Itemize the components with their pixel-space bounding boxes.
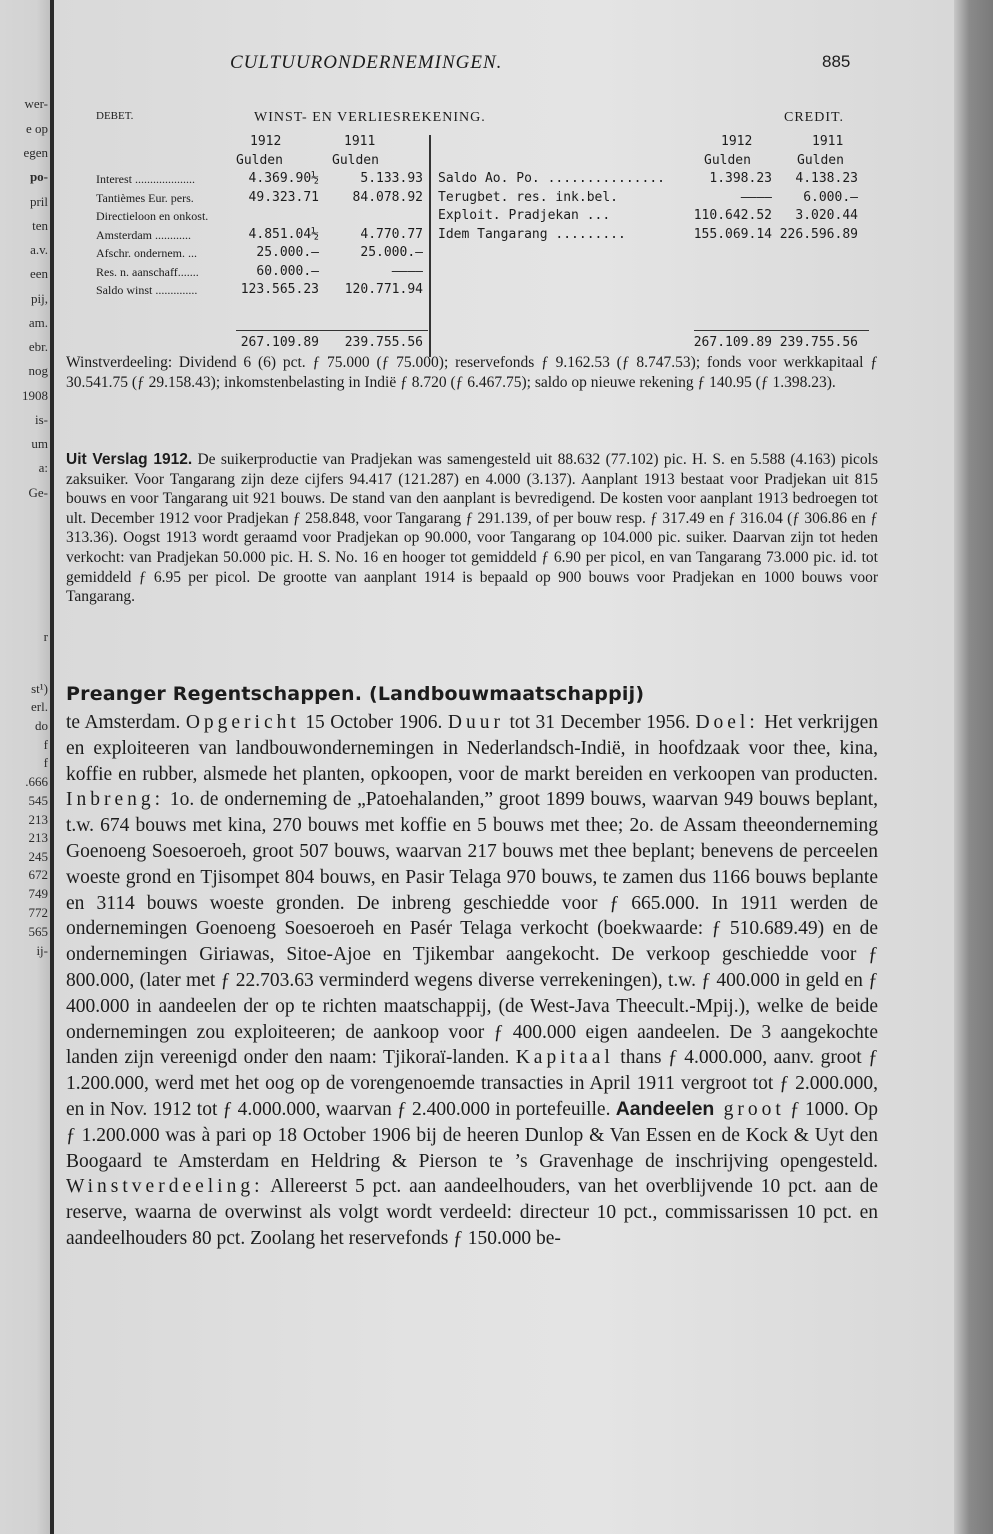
credit-year-1912: 1912 — [721, 134, 753, 149]
debit-totals-row — [54, 334, 429, 352]
facing-page-fragment: .666 — [25, 774, 48, 789]
facing-page-fragment: r — [43, 629, 48, 644]
debit-row-1912: 4.369.90½ — [248, 171, 319, 186]
debit-row-1912: 4.851.04½ — [248, 226, 319, 242]
doel-text: Het verkrijgen en exploiteeren van landbouwondernemingen in Nederlandsch-Indië, in hoofdzaak voor thee, kina, koffie en rubber, alsmede het planten, opkoopen, voor de markt bereiden en verkoopen van producten. — [66, 712, 879, 785]
debit-row-1911: 25.000.— — [360, 245, 423, 260]
facing-page-edge — [0, 0, 52, 1534]
facing-page-fragment: 1908 — [22, 388, 48, 403]
duur-text: tot 31 December 1956. — [503, 712, 696, 733]
credit-table — [432, 0, 872, 360]
debit-row-1912: 49.323.71 — [248, 189, 319, 205]
debit-year-1912: 1912 — [250, 134, 282, 149]
credit-currency-1911: Gulden — [797, 153, 844, 168]
verslag-label: Uit Verslag 1912. — [66, 451, 193, 468]
winstverdeeling-paragraph: Winstverdeeling: Dividend 6 (6) pct. ƒ 75.000 (ƒ 75.000); reservefonds ƒ 9.162.53 (ƒ 8.747.53); fonds voor werkkapitaal ƒ 30.541.75 (ƒ 29.158.43); inkomstenbelasting in Indië ƒ 8.720 (ƒ 6.467.75); saldo op nieuwe rekening ƒ 140.95 (ƒ 1.398.23). — [66, 354, 878, 391]
debit-year-1911: 1911 — [344, 134, 376, 149]
book-page — [54, 0, 954, 1534]
credit-label: CREDIT. — [784, 110, 845, 125]
inbreng-label: Inbreng: — [66, 789, 165, 811]
facing-page-fragment: is- — [35, 412, 48, 427]
credit-total-1911: 239.755.56 — [779, 335, 858, 350]
debit-row-1911: 4.770.77 — [360, 226, 423, 242]
facing-page-fragment: pril — [29, 194, 48, 209]
facing-page-fragment: nog — [28, 363, 48, 378]
debit-row-1911: 84.078.92 — [352, 189, 423, 205]
debit-currency-1912: Gulden — [236, 153, 283, 168]
debit-row-label: Saldo winst .............. — [96, 283, 198, 297]
credit-row-label: Exploit. Pradjekan ... — [438, 208, 611, 223]
verslag-paragraph — [66, 450, 878, 607]
facing-page-fragment: 213 — [28, 812, 48, 827]
kapitaal-label: Kapitaal — [515, 1047, 614, 1069]
company-heading: Preanger Regentschappen. (Landbouwmaatschappij) — [66, 683, 645, 705]
debit-row-label: Tantièmes Eur. pers. — [96, 190, 194, 205]
aandeelen-label: Aandeelen — [615, 1097, 715, 1120]
credit-row-1911: 6.000.— — [803, 189, 858, 205]
facing-page-fragment: e op — [25, 121, 48, 136]
debit-currency-1911: Gulden — [332, 153, 379, 168]
credit-row-1912: 110.642.52 — [693, 208, 772, 223]
opgericht-label: Opgericht — [185, 712, 300, 733]
facing-page-fragment: wer- — [24, 96, 48, 111]
debit-row-1912: 25.000.— — [256, 245, 319, 260]
credit-row — [432, 170, 872, 188]
credit-row — [432, 207, 872, 225]
credit-year-1911: 1911 — [812, 134, 844, 149]
facing-page-fragment: 672 — [28, 867, 48, 882]
debit-row — [54, 263, 429, 281]
facing-page-fragment: 545 — [28, 793, 48, 808]
facing-page-fragment: po- — [29, 169, 48, 184]
credit-currency-row — [432, 152, 872, 170]
credit-row — [432, 226, 872, 244]
facing-page-fragment: f — [43, 737, 48, 752]
facing-page-fragment: 565 — [28, 924, 48, 939]
facing-page-fragment: egen — [23, 145, 48, 160]
facing-page-fragment: 245 — [28, 849, 48, 864]
winstverdeeling-label: Winstverdeeling: — [66, 1176, 264, 1198]
groot-label: groot — [714, 1098, 785, 1120]
facing-page-fragment: ten — [32, 218, 48, 233]
debit-row — [54, 189, 429, 207]
facing-page-fragment: um — [31, 436, 48, 451]
facing-page-fragment: ebr. — [28, 339, 48, 354]
debet-label: DEBET. — [96, 110, 134, 122]
inbreng-text: 1o. de onderneming de „Patoehalanden,” groot 1899 bouws, waarvan 949 bouws beplant, t.w. 674 bouws met kina, 270 bouws met koffie en 5 bouws met thee; 2o. de Assam theeonderneming Goenoeng Soesoeroeh, groot 507 bouws, waarvan 217 bouws met thee beplant; benevens de perceelen woeste grond en Tjisompet 804 bouws, en Pasir Telaga 970 bouws, te zamen dus 1166 bouws beplante en 3114 bouws woeste gronden. De inbreng geschiedde voor ƒ 665.000. In 1911 werden de ondernemingen Goenoeng Soesoeroeh en Pasér Telaga verkocht (boekwaarde: ƒ 510.689.49) en de ondernemingen Giriawas, Sitoe-Ajoe en Tjikembar aangekocht. De verkoop geschiedde voor ƒ 800.000, (later met ƒ 22.703.63 verminderd wegens diverse verrekeningen), t.w. ƒ 400.000 in geld en ƒ 400.000 in aandeelen der op te richten maatschappij, (de West-Java Theecult.-Mpij.), welke de beide ondernemingen zou exploiteeren; de aankoop voor ƒ 400.000 eigen aandeelen. De 3 aangekochte landen zijn vereenigd onder den naam: Tjikoraï-landen. — [66, 789, 878, 1069]
facing-page-fragment: Ge- — [28, 485, 48, 500]
credit-row-1911: 3.020.44 — [795, 208, 858, 223]
winstverdeeling-text: Allereerst 5 pct. aan aandeelhouders, van het overblijvende 10 pct. aan de reserve, waarna de overwinst als volgt wordt verdeeld: directeur 10 pct., commissarissen 10 pct. en aandeelhouders 80 pct. Zoolang het reservefonds ƒ 150.000 be- — [66, 1176, 878, 1249]
company-paragraph — [66, 710, 878, 1252]
facing-page-fragment: 772 — [28, 905, 48, 920]
debit-total-1912: 267.109.89 — [240, 335, 319, 350]
debit-total-1911: 239.755.56 — [344, 335, 423, 350]
debit-row-1912: 123.565.23 — [240, 282, 319, 297]
opgericht-text: 15 October 1906. — [299, 712, 448, 733]
debit-currency-row — [54, 152, 429, 170]
running-head: CULTUURONDERNEMINGEN. — [230, 52, 503, 73]
credit-row-label: Terugbet. res. ink.bel. — [438, 189, 619, 205]
doel-label: Doel: — [695, 712, 759, 733]
aandeelen-text: ƒ 1000. Op ƒ 1.200.000 was à pari op 18 October 1906 bij de heeren Dunlop & Van Essen en de Kock & Uyt den Boogaard te Amsterdam en Heldring & Pierson te ’s Gravenhage de inschrijving opengesteld. — [66, 1098, 878, 1172]
debit-row — [54, 170, 429, 188]
duur-label: Duur — [447, 712, 504, 733]
credit-row-1912: 155.069.14 — [693, 226, 772, 242]
debit-row-label: Interest .................... — [96, 172, 195, 186]
debit-row — [54, 281, 429, 299]
facing-page-fragment: erl. — [31, 699, 48, 714]
debit-row — [54, 226, 429, 244]
facing-page-fragment: do — [35, 718, 48, 733]
facing-page-fragment: 749 — [28, 886, 48, 901]
debit-row-label: Amsterdam ............ — [96, 227, 191, 242]
debit-row-label: Afschr. ondernem. ... — [96, 246, 197, 260]
facing-page-fragment: a.v. — [30, 242, 48, 257]
debit-total-rule — [236, 330, 428, 331]
facing-page-fragment: 213 — [28, 830, 48, 845]
facing-page-fragment: ij- — [36, 943, 48, 958]
credit-total-rule — [694, 330, 869, 331]
debit-row-1912: 60.000.— — [256, 263, 319, 279]
debit-row — [54, 244, 429, 262]
credit-row-1911: 4.138.23 — [795, 171, 858, 186]
facing-page-fragment: st¹) — [31, 681, 48, 696]
page-edge-shadow — [954, 0, 993, 1534]
credit-totals-row — [432, 334, 872, 352]
verslag-text: De suikerproductie van Pradjekan was samengesteld uit 88.632 (77.102) pic. H. S. en 5.588 (4.163) picols zaksuiker. Voor Tangarang zijn deze cijfers 94.417 (121.287) en 4.000 (3.137). Aanplant 1913 bestaat voor Pradjekan uit 815 bouws en voor Tangarang uit 921 bouws. De stand van den aanplant is bevredigend. De kosten voor aanplant 1913 bedroegen tot ult. December 1912 voor Pradjekan ƒ 258.848, voor Tangarang ƒ 291.139, of per bouw resp. ƒ 317.49 en ƒ 316.04 (ƒ 306.86 en ƒ 313.36). Oogst 1913 wordt geraamd voor Pradjekan op 90.000, voor Tangarang op 104.000 pic. suiker. Daarvan zijn tot heden verkocht: van Pradjekan 50.000 pic. H. S. No. 16 en hooger tot gemiddeld ƒ 6.90 per picol, en van Tangarang 73.000 pic. id. tot gemiddeld ƒ 6.95 per picol. De grootte van aanplant 1914 is bepaald op 900 bouws voor Pradjekan en 1000 bouws voor Tangarang. — [66, 451, 878, 606]
credit-row-label: Saldo Ao. Po. ............... — [438, 171, 665, 186]
debit-row — [54, 207, 429, 225]
facing-page-fragment: f — [43, 755, 48, 770]
credit-row-1912: ———— — [740, 189, 772, 205]
credit-total-1912: 267.109.89 — [693, 335, 772, 350]
kapitaal-text: thans ƒ 4.000.000, aanv. groot ƒ 1.200.000, werd met het oog op de vorengenoemde transacties in April 1911 vergroot tot ƒ 2.000.000, en in Nov. 1912 tot ƒ 4.000.000, waarvan ƒ 2.400.000 in portefeuille. — [66, 1047, 878, 1120]
facing-page-fragment: een — [29, 266, 48, 281]
credit-row-1911: 226.596.89 — [779, 226, 858, 242]
credit-row-label: Idem Tangarang ......... — [438, 226, 626, 242]
account-title: WINST- EN VERLIESREKENING. — [254, 110, 486, 125]
credit-row — [432, 189, 872, 207]
debit-row-label: Directieloon en onkost. — [96, 209, 209, 223]
credit-currency-1912: Gulden — [704, 153, 751, 168]
debit-row-label: Res. n. aanschaff....... — [96, 264, 199, 279]
page-number: 885 — [822, 52, 851, 71]
credit-years-row — [432, 133, 872, 151]
debit-table — [54, 0, 429, 360]
facing-page-fragment: pij, — [31, 291, 48, 306]
location-text: te Amsterdam. — [66, 712, 186, 733]
credit-row-1912: 1.398.23 — [709, 171, 772, 186]
debit-row-1911: 5.133.93 — [360, 171, 423, 186]
facing-page-fragment: a: — [38, 460, 48, 475]
account-divider — [429, 135, 431, 357]
debit-row-1911: 120.771.94 — [344, 282, 423, 297]
facing-page-fragment: am. — [28, 315, 48, 330]
debit-row-1911: ———— — [391, 263, 423, 279]
debit-years-row — [54, 133, 429, 151]
